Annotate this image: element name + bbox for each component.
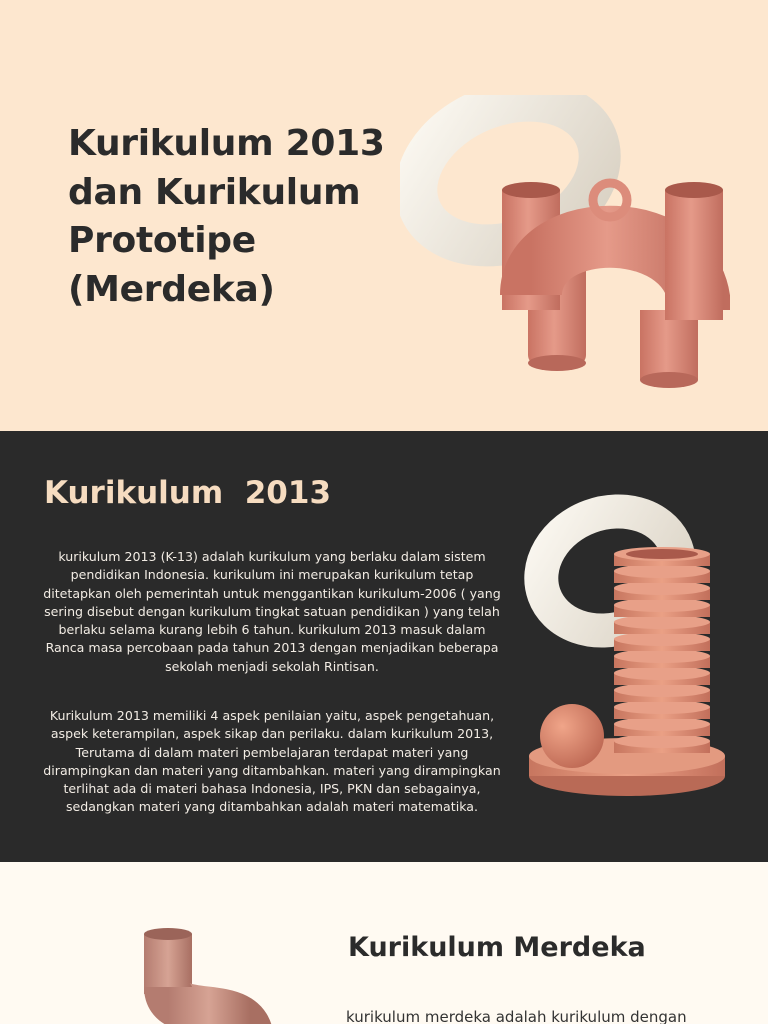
ring-lip xyxy=(614,615,710,629)
ring-lip xyxy=(614,598,710,612)
kurikulum-2013-paragraph-1: kurikulum 2013 (K-13) adalah kurikulum yang berlaku dalam sistem pendidikan Indonesia. kurikulum ini merupakan kurikulum tetap ditetapkan oleh pemerintah untuk menggantikan kurikulum-2006 ( yang sering disebut dengan kurikulum tingkat satuan pendidikan ) yang telah berlaku selama kurang lebih 6 tahun. kurikulum 2013 masuk dalam Ranca masa percobaan pada tahun 2013 dengan menjadikan beberapa sekolah menjadi sekolah Rintisan. xyxy=(43,549,501,674)
ring-lip xyxy=(614,649,710,663)
bent-pipe-sculpture-image xyxy=(120,922,290,1024)
ring-lip xyxy=(614,700,710,714)
ring-lip xyxy=(614,666,710,680)
stacked-rings-sculpture-image xyxy=(520,486,735,806)
terracotta-pipe-shape xyxy=(502,182,723,388)
ring-lip xyxy=(614,717,710,731)
kurikulum-merdeka-section xyxy=(0,862,768,1024)
terracotta-sphere-shape xyxy=(540,704,604,768)
torus-pipe-sculpture-image xyxy=(400,95,730,395)
kurikulum-merdeka-paragraph: kurikulum merdeka adalah kurikulum dengan xyxy=(346,1008,687,1024)
stacked-rings-shape xyxy=(614,547,710,753)
ring-lip xyxy=(614,564,710,578)
ring-opening xyxy=(626,549,698,559)
ring-lip xyxy=(614,581,710,595)
bent-pipe-shape xyxy=(144,928,250,1024)
kurikulum-2013-section xyxy=(0,431,768,862)
page-title: Kurikulum 2013 dan Kurikulum Prototipe (Merdeka) xyxy=(68,123,385,310)
kurikulum-2013-heading: Kurikulum 2013 xyxy=(44,475,332,511)
kurikulum-merdeka-heading: Kurikulum Merdeka xyxy=(348,932,646,963)
ring-lip xyxy=(614,734,710,748)
ring-lip xyxy=(614,632,710,646)
hero-section xyxy=(0,0,768,431)
ring-lip xyxy=(614,683,710,697)
kurikulum-2013-paragraph-2: Kurikulum 2013 memiliki 4 aspek penilaian yaitu, aspek pengetahuan, aspek keterampilan, aspek sikap dan perilaku. dalam kurikulum 2013, Terutama di dalam materi pembelajaran terdapat materi yang dirampingkan dan materi yang ditambahkan. materi yang dirampingkan terlihat ada di materi bahasa Indonesia, IPS, PKN dan sebagainya, sedangkan materi yang ditambahkan adalah materi matematika. xyxy=(43,708,501,815)
